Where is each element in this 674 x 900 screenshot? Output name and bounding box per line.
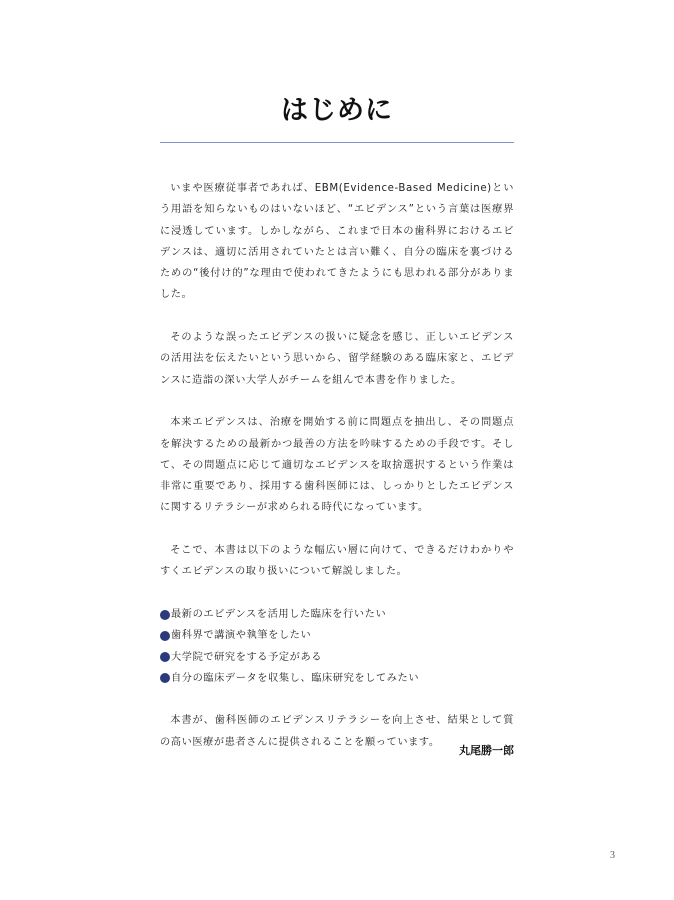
list-item-label: 最新のエビデンスを活用した臨床を行いたい (171, 608, 387, 620)
page-number: 3 (610, 850, 615, 861)
list-item (160, 647, 514, 668)
closing-paragraph: 本書が、歯科医師のエビデンスリテラシーを向上させ、結果として質の高い医療が患者さんに提供されることを願っています。 (160, 715, 514, 748)
list-item-label: 大学院で研究をする予定がある (171, 651, 323, 663)
page-title: はじめに (281, 95, 393, 126)
list-item-label: 自分の臨床データを収集し、臨床研究をしてみたい (171, 672, 420, 684)
bullet-list (160, 604, 514, 689)
paragraph-4: そこで、本書は以下のような幅広い層に向けて、できるだけわかりやすくエビデンスの取り扱いについて解説しました。 (160, 545, 514, 578)
title-divider (160, 142, 514, 143)
bullet-circle-icon (160, 673, 170, 683)
body-text (160, 178, 514, 774)
list-item (160, 625, 514, 646)
paragraph-3: 本来エビデンスは、治療を開始する前に問題点を抽出し、その問題点を解決するための最新かつ最善の方法を吟味するための手段です。そして、その問題点に応じて適切なエビデンスを取捨選択するという作業は非常に重要であり、採用する歯科医師には、しっかりとしたエビデンスに関するリテラシーが求められる時代になっています。 (160, 417, 514, 514)
list-item (160, 604, 514, 625)
bullet-circle-icon (160, 652, 170, 662)
bullet-circle-icon (160, 631, 170, 641)
paragraph-1: いまや医療従事者であれば、EBM(Evidence-Based Medicine)という用語を知らないものはいないほど、“エビデンス”という言葉は医療界に浸透しています。しかしながら、これまで日本の歯科界におけるエビデンスは、適切に活用されていたとは言い難く、自分の臨床を裏づけるための“後付け的”な理由で使われてきたようにも思われる部分がありました。 (160, 183, 514, 301)
list-item (160, 668, 514, 689)
bullet-circle-icon (160, 610, 170, 620)
author-signature: 丸尾勝一郎 (459, 744, 514, 757)
list-item-label: 歯科界で講演や執筆をしたい (171, 630, 312, 642)
paragraph-2: そのような誤ったエビデンスの扱いに疑念を感じ、正しいエビデンスの活用法を伝えたいという思いから、留学経験のある臨床家と、エビデンスに造詣の深い大学人がチームを組んで本書を作りました。 (160, 332, 514, 386)
